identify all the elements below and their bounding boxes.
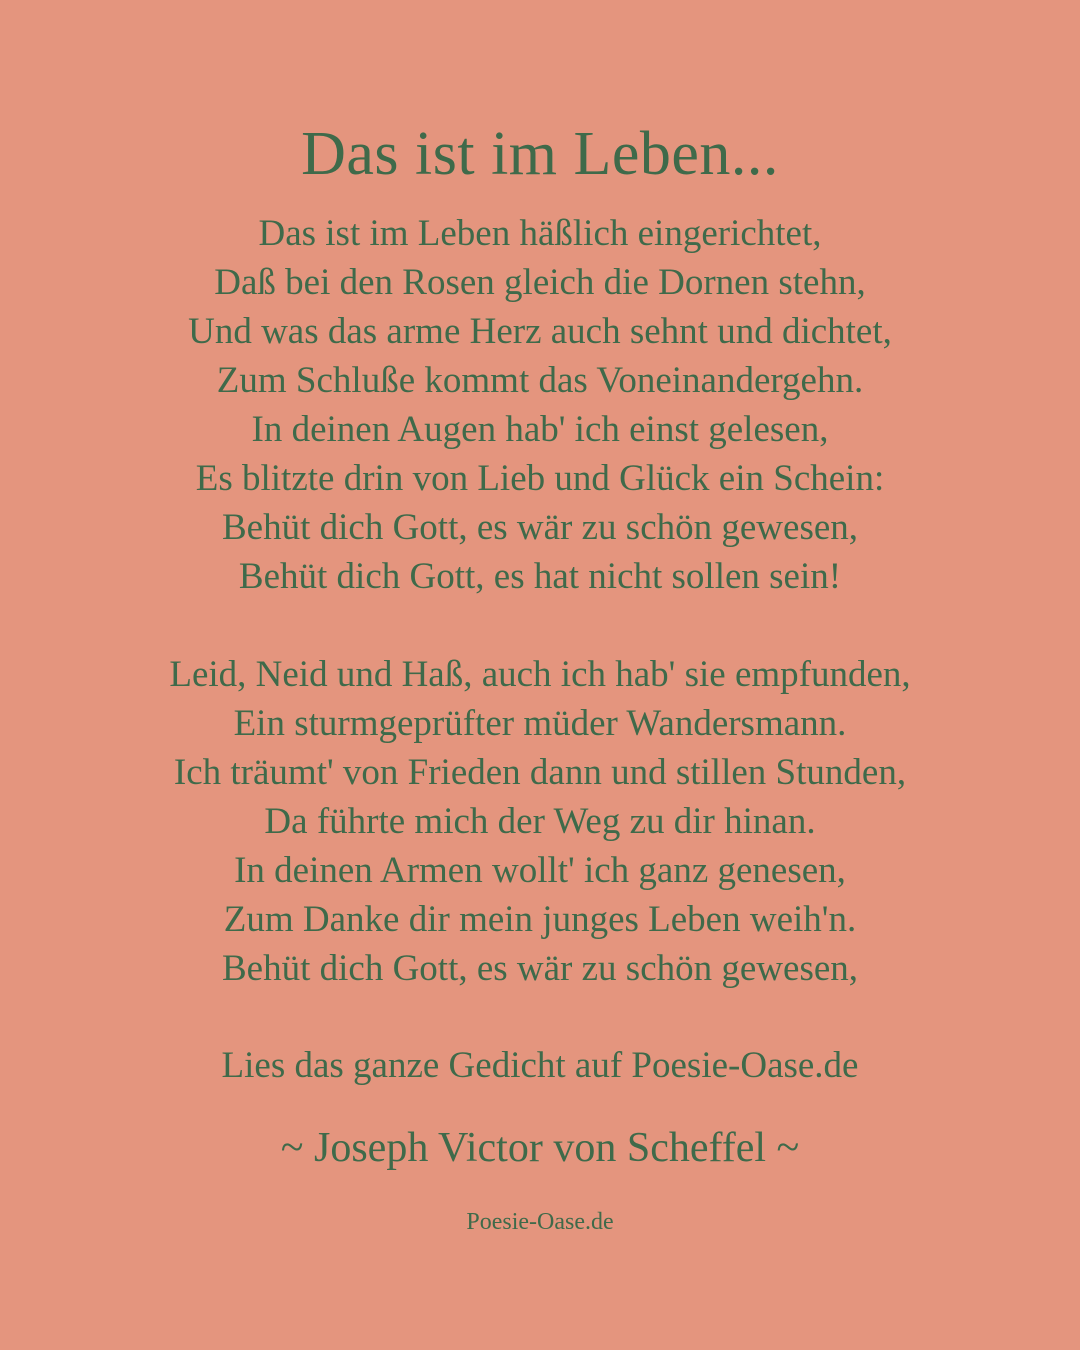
poem-body: [0, 209, 1080, 993]
poem-line: Es blitzte drin von Lieb und Glück ein Schein:: [195, 458, 885, 499]
poem-line: Behüt dich Gott, es hat nicht sollen sein!: [238, 556, 842, 597]
author-name: ~ Joseph Victor von Scheffel ~: [280, 1125, 800, 1171]
stanza-1: [0, 209, 1080, 601]
stanza-2: [0, 650, 1080, 993]
poem-line: Behüt dich Gott, es wär zu schön gewesen,: [221, 507, 859, 548]
poem-line: Zum Schlußе kommt das Voneinandergehn.: [216, 360, 864, 401]
poem-line: Und was das arme Herz auch sehnt und dichtet,: [188, 311, 892, 352]
poem-line: Daß bei den Rosen gleich die Dornen stehn,: [214, 262, 866, 303]
poem-line: Behüt dich Gott, es wär zu schön gewesen,: [221, 948, 859, 989]
poem-line: Das ist im Leben häßlich eingerichtet,: [258, 213, 822, 254]
poem-line: In deinen Armen wollt' ich ganz genesen,: [234, 850, 846, 891]
site-footer: Poesie-Oase.de: [466, 1209, 614, 1235]
poem-line: In deinen Augen hab' ich einst gelesen,: [251, 409, 829, 450]
poem-line: Ich träumt' von Frieden dann und stillen Stunden,: [173, 752, 907, 793]
read-more-text: Lies das ganze Gedicht auf Poesie-Oase.de: [221, 1045, 859, 1086]
poem-line: Da führte mich der Weg zu dir hinan.: [264, 801, 816, 842]
poem-line: Leid, Neid und Haß, auch ich hab' sie empfunden,: [169, 654, 911, 695]
poem-line: Ein sturmgeprüfter müder Wandersmann.: [233, 703, 847, 744]
poem-line: Zum Danke dir mein junges Leben weih'n.: [223, 899, 857, 940]
poem-title: Das ist im Leben...: [301, 120, 779, 188]
